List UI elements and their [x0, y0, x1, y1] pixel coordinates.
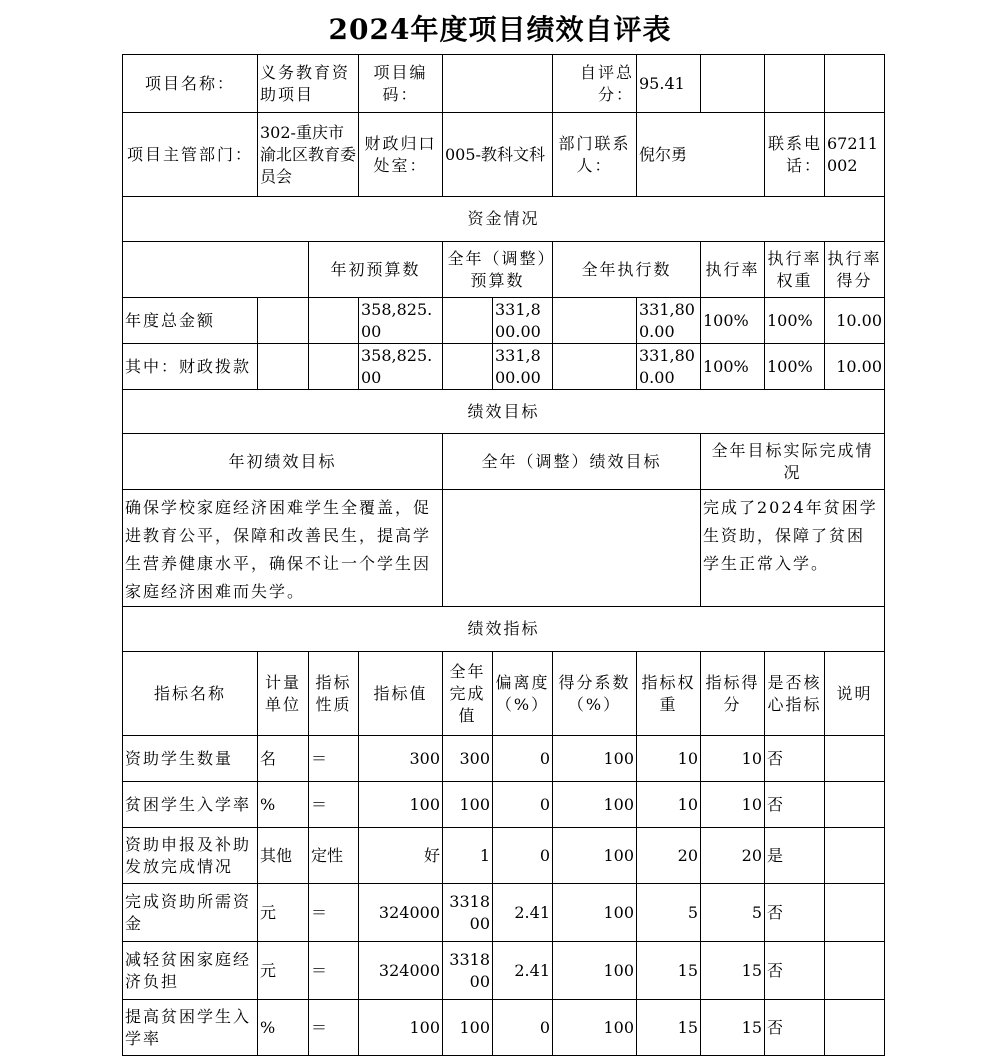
- ind-score: 10: [701, 736, 765, 782]
- goals-actual-text: 完成了2024年贫困学生资助，保障了贫困学生正常入学。: [701, 490, 885, 607]
- funds-weight: 100%: [765, 344, 825, 390]
- ind-core: 否: [765, 736, 825, 782]
- ind-header-coef: 得分系数（%）: [553, 652, 637, 736]
- ind-weight: 10: [637, 782, 701, 828]
- funds-header-adjusted: 全年（调整）预算数: [443, 242, 553, 298]
- goals-adjusted-header: 全年（调整）绩效目标: [443, 434, 701, 490]
- ind-value: 好: [359, 828, 443, 884]
- ind-note: [825, 782, 885, 828]
- table-row: [123, 736, 885, 782]
- ind-actual: 300: [443, 736, 493, 782]
- empty-cell: [553, 344, 637, 390]
- ind-header-core: 是否核心指标: [765, 652, 825, 736]
- ind-header-unit: 计量单位: [258, 652, 309, 736]
- empty-cell: [309, 344, 359, 390]
- ind-coef: 100: [553, 942, 637, 1000]
- ind-deviation: 0: [493, 1000, 553, 1056]
- funds-header-score: 执行率得分: [825, 242, 885, 298]
- empty-cell: [765, 55, 825, 113]
- score-label: 自评总分：: [553, 55, 637, 113]
- goals-initial-header: 年初绩效目标: [123, 434, 443, 490]
- funds-score: 10.00: [825, 344, 885, 390]
- ind-header-value: 指标值: [359, 652, 443, 736]
- ind-unit: 元: [258, 884, 309, 942]
- funds-row-label: 其中：财政拨款: [123, 344, 258, 390]
- ind-core: 是: [765, 828, 825, 884]
- empty-cell: [701, 55, 765, 113]
- ind-core: 否: [765, 942, 825, 1000]
- empty-cell: [443, 298, 493, 344]
- funds-row: [123, 344, 885, 390]
- ind-name: 资助申报及补助发放完成情况: [123, 828, 258, 884]
- ind-actual: 1: [443, 828, 493, 884]
- ind-actual: 100: [443, 782, 493, 828]
- ind-header-score: 指标得分: [701, 652, 765, 736]
- project-name-label: 项目名称：: [123, 55, 258, 113]
- project-code-value: [443, 55, 553, 113]
- funds-header-executed: 全年执行数: [553, 242, 701, 298]
- ind-unit: 其他: [258, 828, 309, 884]
- funds-score: 10.00: [825, 298, 885, 344]
- ind-nature: ＝: [309, 884, 359, 942]
- funds-rate: 100%: [701, 298, 765, 344]
- goals-section-title: 绩效目标: [123, 390, 885, 434]
- ind-name: 提高贫困学生入学率: [123, 1000, 258, 1056]
- ind-note: [825, 884, 885, 942]
- ind-coef: 100: [553, 782, 637, 828]
- ind-score: 10: [701, 782, 765, 828]
- funds-adjusted: 331,800.00: [493, 298, 553, 344]
- ind-value: 300: [359, 736, 443, 782]
- ind-core: 否: [765, 884, 825, 942]
- ind-weight: 5: [637, 884, 701, 942]
- ind-name: 减轻贫困家庭经济负担: [123, 942, 258, 1000]
- ind-name: 完成资助所需资金: [123, 884, 258, 942]
- empty-cell: [553, 298, 637, 344]
- ind-deviation: 2.41: [493, 942, 553, 1000]
- ind-coef: 100: [553, 884, 637, 942]
- funds-row-label: 年度总金额: [123, 298, 258, 344]
- table-row: [123, 1000, 885, 1056]
- empty-cell: [825, 55, 885, 113]
- ind-actual: 331800: [443, 942, 493, 1000]
- ind-unit: %: [258, 782, 309, 828]
- project-name-value: 义务教育资助项目: [258, 55, 359, 113]
- empty-cell: [123, 242, 309, 298]
- ind-header-actual: 全年完成值: [443, 652, 493, 736]
- table-row: [123, 884, 885, 942]
- ind-deviation: 0: [493, 828, 553, 884]
- goals-initial-text: 确保学校家庭经济困难学生全覆盖，促进教育公平，保障和改善民生，提高学生营养健康水平，确保不让一个学生因家庭经济困难而失学。: [123, 490, 443, 607]
- ind-nature: 定性: [309, 828, 359, 884]
- ind-header-name: 指标名称: [123, 652, 258, 736]
- ind-nature: ＝: [309, 942, 359, 1000]
- ind-weight: 15: [637, 1000, 701, 1056]
- empty-cell: [258, 344, 309, 390]
- ind-coef: 100: [553, 736, 637, 782]
- ind-value: 324000: [359, 884, 443, 942]
- ind-weight: 10: [637, 736, 701, 782]
- ind-score: 15: [701, 942, 765, 1000]
- funds-rate: 100%: [701, 344, 765, 390]
- ind-deviation: 2.41: [493, 884, 553, 942]
- ind-note: [825, 942, 885, 1000]
- ind-header-note: 说明: [825, 652, 885, 736]
- dept-value: 302-重庆市渝北区教育委员会: [258, 113, 359, 197]
- funds-executed: 331,800.00: [637, 298, 701, 344]
- ind-note: [825, 828, 885, 884]
- finance-label: 财政归口处室：: [359, 113, 443, 197]
- table-row: [123, 942, 885, 1000]
- ind-nature: ＝: [309, 736, 359, 782]
- ind-coef: 100: [553, 828, 637, 884]
- table-row: [123, 828, 885, 884]
- funds-adjusted: 331,800.00: [493, 344, 553, 390]
- ind-name: 贫困学生入学率: [123, 782, 258, 828]
- ind-score: 5: [701, 884, 765, 942]
- ind-actual: 100: [443, 1000, 493, 1056]
- ind-header-deviation: 偏离度（%）: [493, 652, 553, 736]
- ind-score: 20: [701, 828, 765, 884]
- funds-initial: 358,825.00: [359, 298, 443, 344]
- score-value: 95.41: [637, 55, 701, 113]
- page-title: 2024年度项目绩效自评表: [328, 13, 672, 46]
- ind-value: 100: [359, 782, 443, 828]
- ind-value: 100: [359, 1000, 443, 1056]
- ind-weight: 20: [637, 828, 701, 884]
- ind-core: 否: [765, 1000, 825, 1056]
- contact-value: 倪尔勇: [637, 113, 765, 197]
- ind-nature: ＝: [309, 1000, 359, 1056]
- table-row: [123, 782, 885, 828]
- funds-header-weight: 执行率权重: [765, 242, 825, 298]
- funds-header-initial: 年初预算数: [309, 242, 443, 298]
- ind-actual: 331800: [443, 884, 493, 942]
- empty-cell: [258, 298, 309, 344]
- ind-note: [825, 736, 885, 782]
- ind-coef: 100: [553, 1000, 637, 1056]
- ind-value: 324000: [359, 942, 443, 1000]
- goals-adjusted-text: [443, 490, 701, 607]
- ind-note: [825, 1000, 885, 1056]
- ind-score: 15: [701, 1000, 765, 1056]
- phone-label: 联系电话：: [765, 113, 825, 197]
- funds-section-title: 资金情况: [123, 197, 885, 242]
- dept-label: 项目主管部门：: [123, 113, 258, 197]
- ind-unit: %: [258, 1000, 309, 1056]
- funds-initial: 358,825.00: [359, 344, 443, 390]
- contact-label: 部门联系人：: [553, 113, 637, 197]
- indicators-section-title: 绩效指标: [123, 607, 885, 652]
- ind-unit: 元: [258, 942, 309, 1000]
- funds-executed: 331,800.00: [637, 344, 701, 390]
- project-code-label: 项目编码：: [359, 55, 443, 113]
- ind-deviation: 0: [493, 736, 553, 782]
- ind-core: 否: [765, 782, 825, 828]
- empty-cell: [309, 298, 359, 344]
- funds-header-rate: 执行率: [701, 242, 765, 298]
- funds-weight: 100%: [765, 298, 825, 344]
- funds-row: [123, 298, 885, 344]
- phone-value: 67211002: [825, 113, 885, 197]
- goals-actual-header: 全年目标实际完成情况: [701, 434, 885, 490]
- ind-unit: 名: [258, 736, 309, 782]
- empty-cell: [443, 344, 493, 390]
- ind-name: 资助学生数量: [123, 736, 258, 782]
- finance-value: 005-教科文科: [443, 113, 553, 197]
- ind-header-nature: 指标性质: [309, 652, 359, 736]
- ind-weight: 15: [637, 942, 701, 1000]
- ind-header-weight: 指标权重: [637, 652, 701, 736]
- evaluation-table: [122, 54, 885, 1056]
- ind-deviation: 0: [493, 782, 553, 828]
- ind-nature: ＝: [309, 782, 359, 828]
